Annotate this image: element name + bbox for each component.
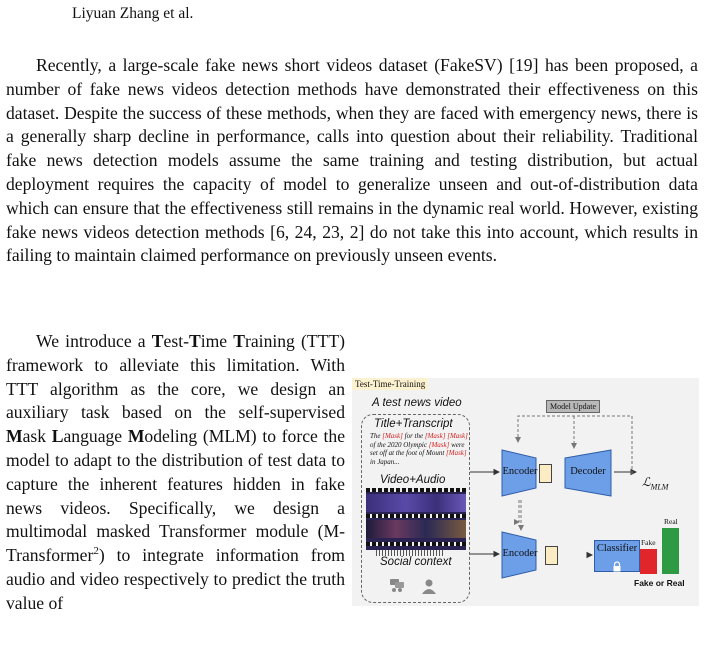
classifier-block [594, 540, 640, 572]
ttt-framework-figure [352, 378, 699, 606]
video-audio-title: Video+Audio [380, 474, 446, 486]
classifier-label: Classifier [596, 543, 638, 554]
figure-tag: Test-Time-Training [352, 378, 428, 390]
bar-fake-label: Fake [641, 538, 656, 547]
paragraph-ttt: We introduce a Test-Time Training (TTT) framework to alleviate this limitation. With TTT algorithm as the core, we design an auxiliary task based on the self-supervised Mask Language Modeling (MLM) to force the model to adapt to the distribution of test data to capture the inherent features hidden in fake news videos. Specifically, we design a multimodal masked Transformer module (M-Transformer$^2$) to integrate information from audio and video respectively to predict the truth value of [6, 331, 345, 613]
bar-fake [640, 549, 657, 574]
transcript-text: The [Mask] for the [Mask] [Mask] of the 2020 Olympic [Mask] were set off at the foot of Mount [Mask] in Japan... [370, 432, 468, 466]
encoder-bottom-label: Encoder [502, 548, 538, 559]
decoder-label: Decoder [570, 466, 606, 477]
mlm-loss: ℒ$_{MLM}$ [642, 475, 669, 492]
running-head: Liyuan Zhang et al. [72, 5, 194, 22]
paragraph-fakesv: Recently, a large-scale fake news short videos dataset (FakeSV) [19] has been proposed, a number of fake news videos detection methods have demonstrated their effectiveness on this dataset. Despite the success of these methods, when they are faced with emergency news, there is a generally sharp decline in performance, calls into question about their reliability. Traditional fake news detection models assume the same training and testing distribution, but actual deployment requires the capacity of model to generalize unseen and out-of-distribution data which can ensure that the effectiveness still remains in the dynamic real world. However, existing fake news videos detection methods [6, 24, 23, 2] do not take this into account, which results in failing to maintain claimed performance on previously unseen events. [6, 55, 698, 266]
encoder-top-label: Encoder [502, 466, 538, 477]
result-label: Fake or Real [634, 578, 685, 588]
bar-real [662, 528, 679, 574]
bar-real-label: Real [664, 517, 678, 526]
model-update-label: Model Update [546, 400, 600, 413]
test-video-title: A test news video [372, 397, 462, 409]
social-context-title: Social context [380, 556, 452, 568]
lock-icon [612, 557, 622, 576]
transcript-title: Title+Transcript [374, 418, 453, 430]
feature-vector-top [539, 464, 552, 483]
feature-vector-bottom [545, 546, 558, 565]
